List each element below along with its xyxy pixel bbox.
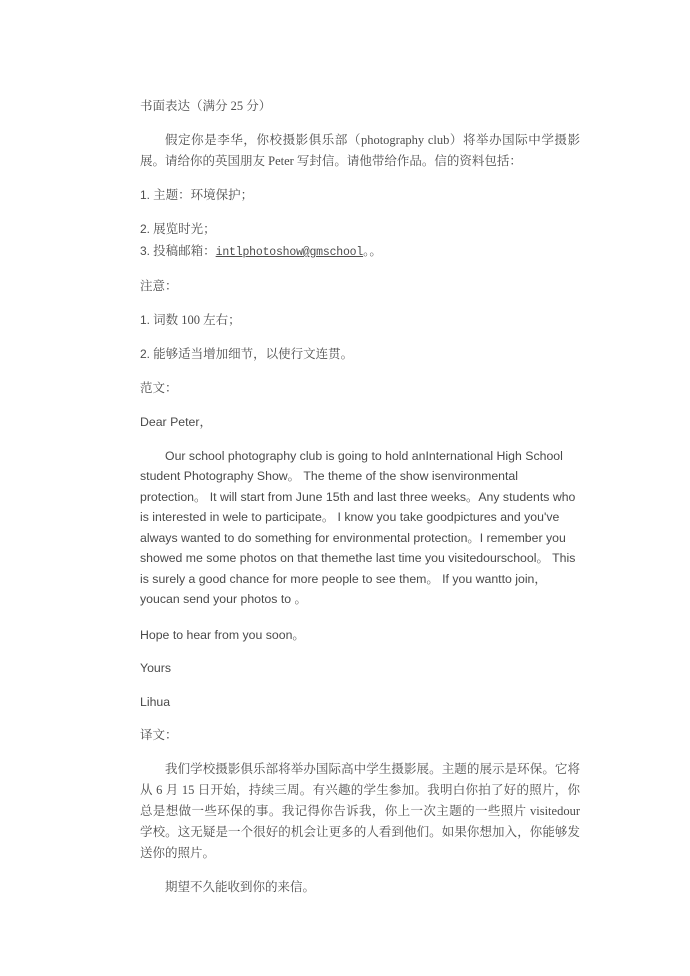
- requirement-item-3: [140, 241, 580, 263]
- note-item-2: [140, 344, 580, 365]
- requirement-number: 2.: [140, 222, 151, 236]
- note-item-1: [140, 310, 580, 331]
- requirement-text: 展览时光；: [153, 222, 216, 236]
- note-number: 1.: [140, 313, 151, 327]
- requirement-trailing-punctuation: 。。: [363, 244, 382, 258]
- requirement-number: 1.: [140, 188, 151, 202]
- requirement-text: 主题：环境保护；: [153, 188, 254, 202]
- note-text: 词数 100 左右；: [153, 313, 241, 327]
- requirement-item-1: [140, 185, 580, 206]
- translation-closing: 期望不久能收到你的来信。: [165, 880, 316, 894]
- letter-sign-off: Yours: [140, 661, 171, 675]
- note-number: 2.: [140, 347, 151, 361]
- translation-heading: 译文：: [140, 728, 178, 742]
- requirement-item-2: [140, 219, 580, 240]
- letter-closing-line: Hope to hear from you soon。: [140, 627, 305, 642]
- note-text: 能够适当增加细节，以使行文连贯。: [153, 347, 354, 361]
- requirement-number: 3.: [140, 244, 151, 258]
- letter-salutation: Dear Peter，: [140, 415, 212, 429]
- letter-body: Our school photography club is going to hold anInternational High School student Photography Show。 The theme of the show isenvironmental protection。 It will start from June 15th and last three weeks。Any students who is interested in wele to participate。 I know you take goodpictures and you've always wanted to do something for environmental protection。I remember you showed me some photos on that themethe last time you visitedourschool。 This is surely a good chance for more people to see them。 If you wantto join， youcan send your photos to 。: [140, 448, 576, 606]
- translation-body: 我们学校摄影俱乐部将举办国际高中学生摄影展。主题的展示是环保。它将从 6 月 15 日开始，持续三周。有兴趣的学生参加。我明白你拍了好的照片，你总是想做一些环保的事。我记得你告诉我，你上一次主题的一些照片 visitedour 学校。这无疑是一个很好的机会让更多的人看到他们。如果你想加入，你能够发送你的照片。: [140, 762, 580, 860]
- submission-email-link[interactable]: intlphotoshow@gmschool: [215, 246, 364, 259]
- sample-essay-heading: 范文：: [140, 381, 178, 395]
- requirement-label: 投稿邮箱：: [153, 244, 216, 258]
- letter-signature: Lihua: [140, 694, 171, 709]
- page-title: 书面表达（满分 25 分）: [140, 99, 272, 113]
- prompt-paragraph: 假定你是李华，你校摄影俱乐部（photography club）将举办国际中学摄影展。请给你的英国朋友 Peter 写封信。请他带给作品。信的资料包括：: [140, 133, 580, 168]
- notes-heading: 注意：: [140, 279, 178, 293]
- document-content: [140, 96, 580, 911]
